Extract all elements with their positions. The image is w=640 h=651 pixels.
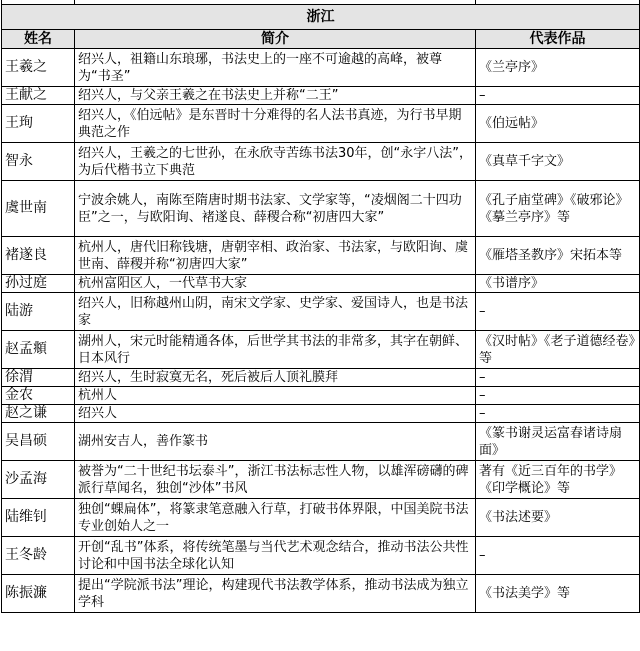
cell-works: – bbox=[476, 405, 640, 423]
calligraphers-table bbox=[1, 0, 640, 613]
cell-name: 沙孟海 bbox=[2, 461, 75, 499]
cell-name: 赵孟頫 bbox=[2, 331, 75, 369]
cell-intro: 绍兴人，《伯远帖》是东晋时十分难得的名人法书真迹，为行书早期典范之作 bbox=[75, 105, 476, 143]
cell-intro: 宁波余姚人，南陈至隋唐时期书法家、文学家等，“凌烟阁二十四功臣”之一，与欧阳询、褚遂良、薛稷合称“初唐四大家” bbox=[75, 181, 476, 237]
cell-intro: 杭州人，唐代旧称钱塘，唐朝宰相、政治家、书法家，与欧阳询、虞世南、薛稷并称“初唐四大家” bbox=[75, 237, 476, 275]
table-row bbox=[2, 293, 640, 331]
cell-works: 《伯远帖》 bbox=[476, 105, 640, 143]
cell-name: 吴昌硕 bbox=[2, 423, 75, 461]
table-row bbox=[2, 575, 640, 613]
cell-name: 褚遂良 bbox=[2, 237, 75, 275]
cell-name: 王羲之 bbox=[2, 49, 75, 87]
cell-intro: 绍兴人，王羲之的七世孙，在永欣寺苦练书法30年，创“永字八法”，为后代楷书立下典范 bbox=[75, 143, 476, 181]
cell-name: 金农 bbox=[2, 387, 75, 405]
cell-works: 《汉时帖》《老子道德经卷》等 bbox=[476, 331, 640, 369]
table-row bbox=[2, 499, 640, 537]
cell-works: – bbox=[476, 387, 640, 405]
cell-works: 《真草千字文》 bbox=[476, 143, 640, 181]
cell-name: 徐渭 bbox=[2, 369, 75, 387]
table-row bbox=[2, 275, 640, 293]
cell-name: 孙过庭 bbox=[2, 275, 75, 293]
cell-intro: 开创“乱书”体系，将传统笔墨与当代艺术观念结合，推动书法公共性讨论和中国书法全球化认知 bbox=[75, 537, 476, 575]
cell-works: – bbox=[476, 537, 640, 575]
cell-works: – bbox=[476, 87, 640, 105]
header-intro: 简介 bbox=[75, 30, 476, 49]
table-row bbox=[2, 237, 640, 275]
cell-intro: 湖州人，宋元时能精通各体，后世学其书法的非常多，其字在朝鲜、日本风行 bbox=[75, 331, 476, 369]
cell-works: 《孔子庙堂碑》《破邪论》《摹兰亭序》等 bbox=[476, 181, 640, 237]
cell-works: 《书法述要》 bbox=[476, 499, 640, 537]
cell-name: 陈振濂 bbox=[2, 575, 75, 613]
cell-name: 陆维钊 bbox=[2, 499, 75, 537]
table-row bbox=[2, 331, 640, 369]
header-row bbox=[2, 30, 640, 49]
cell-name: 智永 bbox=[2, 143, 75, 181]
table-row bbox=[2, 143, 640, 181]
cell-intro: 绍兴人，祖籍山东琅琊，书法史上的一座不可逾越的高峰，被尊为“书圣” bbox=[75, 49, 476, 87]
cell-works: 著有《近三百年的书学》《印学概论》等 bbox=[476, 461, 640, 499]
cell-name: 虞世南 bbox=[2, 181, 75, 237]
cell-works: 《书法美学》等 bbox=[476, 575, 640, 613]
cell-intro: 杭州人 bbox=[75, 387, 476, 405]
cell-intro: 独创“蜾扁体”，将篆隶笔意融入行草，打破书体界限，中国美院书法专业创始人之一 bbox=[75, 499, 476, 537]
cell-intro: 绍兴人，与父亲王羲之在书法史上并称“二王” bbox=[75, 87, 476, 105]
cell-name: 赵之谦 bbox=[2, 405, 75, 423]
cell-works: 《篆书谢灵运富春诸诗扇面》 bbox=[476, 423, 640, 461]
cell-intro: 湖州安吉人，善作篆书 bbox=[75, 423, 476, 461]
cell-works: – bbox=[476, 369, 640, 387]
cell-intro: 绍兴人，旧称越州山阴，南宋文学家、史学家、爱国诗人，也是书法家 bbox=[75, 293, 476, 331]
cell-intro: 被誉为“二十世纪书坛泰斗”，浙江书法标志性人物，以雄浑磅礴的碑派行草闻名，独创“沙体”书风 bbox=[75, 461, 476, 499]
table-row bbox=[2, 405, 640, 423]
cell-works: 《雁塔圣教序》宋拓本等 bbox=[476, 237, 640, 275]
cell-works: 《兰亭序》 bbox=[476, 49, 640, 87]
header-name: 姓名 bbox=[2, 30, 75, 49]
header-works: 代表作品 bbox=[476, 30, 640, 49]
cell-name: 陆游 bbox=[2, 293, 75, 331]
cell-intro: 提出“学院派书法”理论，构建现代书法教学体系，推动书法成为独立学科 bbox=[75, 575, 476, 613]
region-row bbox=[2, 5, 640, 30]
table-row bbox=[2, 87, 640, 105]
cell-works: 《书谱序》 bbox=[476, 275, 640, 293]
table-row bbox=[2, 423, 640, 461]
region-title: 浙江 bbox=[2, 5, 640, 30]
cell-intro: 绍兴人 bbox=[75, 405, 476, 423]
cell-intro: 杭州富阳区人，一代草书大家 bbox=[75, 275, 476, 293]
cell-name: 王冬龄 bbox=[2, 537, 75, 575]
table-row bbox=[2, 387, 640, 405]
table-row bbox=[2, 49, 640, 87]
table-row bbox=[2, 537, 640, 575]
cell-name: 王献之 bbox=[2, 87, 75, 105]
cell-intro: 绍兴人，生时寂寞无名，死后被后人顶礼膜拜 bbox=[75, 369, 476, 387]
cell-name: 王珣 bbox=[2, 105, 75, 143]
cell-works: – bbox=[476, 293, 640, 331]
table-row bbox=[2, 369, 640, 387]
table-row bbox=[2, 461, 640, 499]
table-row bbox=[2, 105, 640, 143]
table-row bbox=[2, 181, 640, 237]
